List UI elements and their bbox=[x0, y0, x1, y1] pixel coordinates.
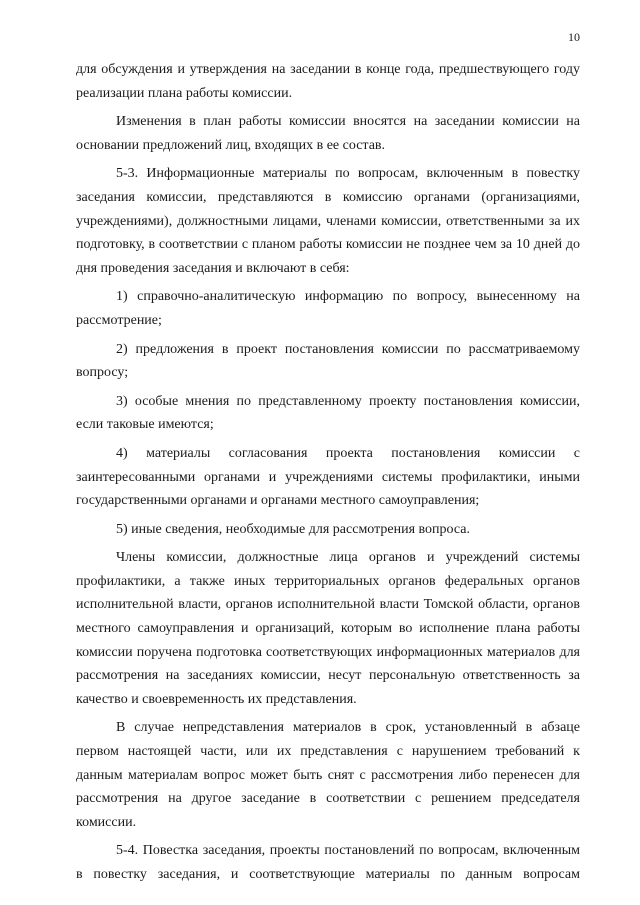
paragraph-5-3: 5-3. Информационные материалы по вопросам, включенным в повестку заседания комиссии, представляются в комиссию органами (организациями, учреждениями), должностными лицами, членами комиссии, ответственными за их подготовку, в соответствии с планом работы комиссии не позднее чем за 10 дней до дня проведения заседания и включают в себя: bbox=[76, 166, 580, 276]
page-number: 10 bbox=[568, 30, 580, 44]
paragraph-responsibility: Члены комиссии, должностные лица органов и учреждений системы профилактики, а также иных территориальных органов федеральных органов исполнительной власти, органов исполнительной власти Томской области, органов местного самоуправления и организаций, которым во исполнение плана работы комиссии поручена подготовка соответствующих информационных материалов для рассмотрения на заседаниях комиссии, несут персональную ответственность за качество и своевременность их представления. bbox=[76, 550, 580, 707]
paragraph-continuation: для обсуждения и утверждения на заседании в конце года, предшествующего году реализации плана работы комиссии. bbox=[76, 62, 580, 101]
list-item-2: 2) предложения в проект постановления комиссии по рассматриваемому вопросу; bbox=[76, 341, 580, 381]
list-item-5: 5) иные сведения, необходимые для рассмотрения вопроса. bbox=[116, 521, 470, 537]
paragraph-5-4: 5-4. Повестка заседания, проекты постановлений по вопросам, включенным в повестку заседания, и соответствующие материалы по данным вопросам bbox=[76, 843, 580, 882]
document-body bbox=[76, 58, 580, 892]
list-item-3: 3) особые мнения по представленному проекту постановления комиссии, если таковые имеются; bbox=[76, 393, 580, 433]
list-item-1: 1) справочно-аналитическую информацию по вопросу, вынесенному на рассмотрение; bbox=[76, 289, 580, 328]
list-item-4: 4) материалы согласования проекта постановления комиссии с заинтересованными органами и учреждениями системы профилактики, иными государственными органами и органами местного самоуправления; bbox=[76, 445, 580, 509]
paragraph-plan-changes: Изменения в план работы комиссии вносятся на заседании комиссии на основании предложений лиц, входящих в ее состав. bbox=[76, 114, 580, 153]
paragraph-non-submission: В случае непредставления материалов в срок, установленный в абзаце первом настоящей части, или их представления с нарушением требований к данным материалам вопрос может быть снят с рассмотрения либо перенесен для рассмотрения на другое заседание в соответствии с решением председателя комиссии. bbox=[76, 720, 580, 830]
